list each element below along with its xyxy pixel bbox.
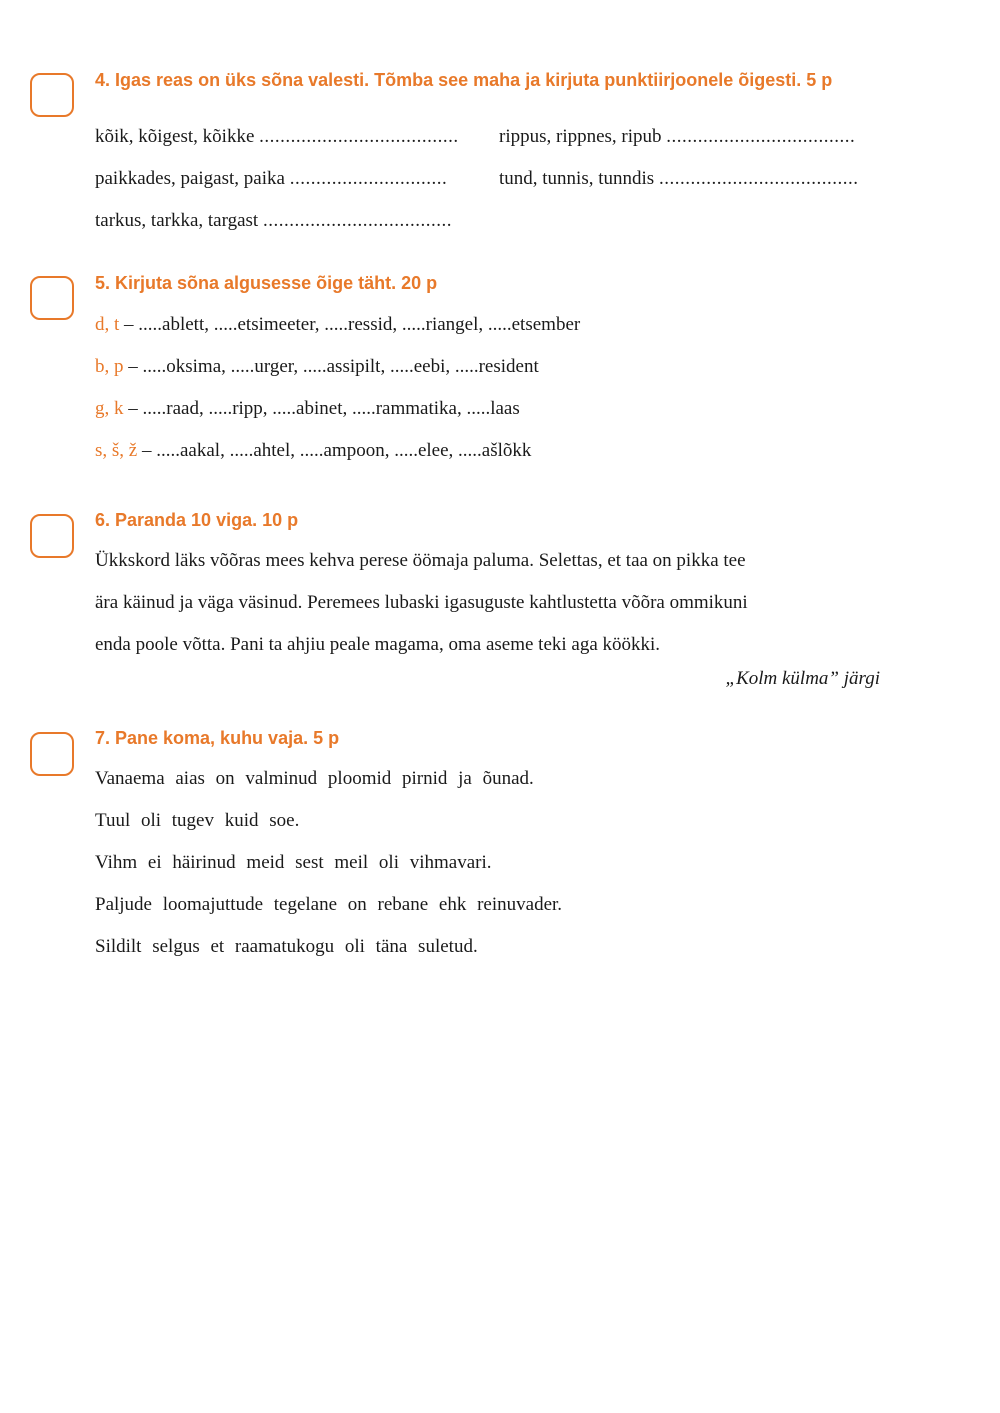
letter-choices: b, p bbox=[95, 356, 124, 377]
task-5-row bbox=[95, 440, 531, 462]
score-box-task-7[interactable] bbox=[30, 732, 74, 776]
letter-choices: s, š, ž bbox=[95, 440, 138, 461]
task-7-sentence: Tuul oli tugev kuid soe. bbox=[95, 810, 300, 831]
task-7-sentence: Paljude loomajuttude tegelane on rebane ehk reinuvader. bbox=[95, 894, 563, 915]
task-4-item-4 bbox=[499, 126, 855, 148]
letter-choices: d, t bbox=[95, 314, 120, 335]
answer-line[interactable]: .................................... bbox=[262, 210, 452, 231]
task-4-heading: 4. Igas reas on üks sõna valesti. Tõmba see maha ja kirjuta punktiirjoonele õigesti. 5 p bbox=[95, 70, 833, 90]
answer-line[interactable]: ...................................... bbox=[259, 126, 459, 147]
letter-choices: g, k bbox=[95, 398, 124, 419]
task-4-words: paikkades, paigast, paika bbox=[95, 168, 285, 189]
score-box-task-6[interactable] bbox=[30, 514, 74, 558]
task-7-sentence: Sildilt selgus et raamatukogu oli täna suletud. bbox=[95, 936, 478, 957]
score-box-task-5[interactable] bbox=[30, 276, 74, 320]
task-4-words: tarkus, tarkka, targast bbox=[95, 210, 259, 231]
task-4-words: tund, tunnis, tunndis bbox=[499, 168, 655, 189]
task-4-item-3 bbox=[95, 210, 452, 232]
task-4-item-1 bbox=[95, 126, 459, 148]
task-7-sentence: Vanaema aias on valminud ploomid pirnid ja õunad. bbox=[95, 768, 534, 789]
task-4-item-2 bbox=[95, 168, 447, 190]
task-7-heading: 7. Pane koma, kuhu vaja. 5 p bbox=[95, 728, 340, 748]
task-6-text-line: enda poole võtta. Pani ta ahjiu peale magama, oma aseme teki aga köökki. bbox=[95, 634, 661, 655]
task-6-heading: 6. Paranda 10 viga. 10 p bbox=[95, 510, 299, 530]
word-blanks[interactable]: – .....oksima, .....urger, .....assipilt, .....eebi, .....resident bbox=[123, 356, 539, 377]
task-7-sentence: Vihm ei häirinud meid sest meil oli vihmavari. bbox=[95, 852, 492, 873]
word-blanks[interactable]: – .....ablett, .....etsimeeter, .....ressid, .....riangel, .....etsember bbox=[119, 314, 581, 335]
word-blanks[interactable]: – .....raad, .....ripp, .....abinet, .....rammatika, .....laas bbox=[123, 398, 520, 419]
task-4-words: kõik, kõigest, kõikke bbox=[95, 126, 255, 147]
answer-line[interactable]: .................................... bbox=[666, 126, 856, 147]
score-box-task-4[interactable] bbox=[30, 73, 74, 117]
task-5-heading: 5. Kirjuta sõna algusesse õige täht. 20 p bbox=[95, 273, 438, 293]
task-4-words: rippus, rippnes, ripub bbox=[499, 126, 662, 147]
task-6-text-line: Ükkskord läks võõras mees kehva perese öömaja paluma. Selettas, et taa on pikka tee bbox=[95, 550, 746, 571]
word-blanks[interactable]: – .....aakal, .....ahtel, .....ampoon, .....elee, .....ašlõkk bbox=[137, 440, 532, 461]
task-5-row bbox=[95, 356, 539, 378]
answer-line[interactable]: .............................. bbox=[289, 168, 448, 189]
text-source: „Kolm külma” järgi bbox=[725, 668, 880, 689]
task-4-item-5 bbox=[499, 168, 858, 190]
task-5-row bbox=[95, 398, 520, 420]
task-5-row bbox=[95, 314, 580, 336]
task-6-text-line: ära käinud ja väga väsinud. Peremees lubaski igasuguste kahtlustetta võõra ommikuni bbox=[95, 592, 748, 613]
answer-line[interactable]: ...................................... bbox=[658, 168, 859, 189]
